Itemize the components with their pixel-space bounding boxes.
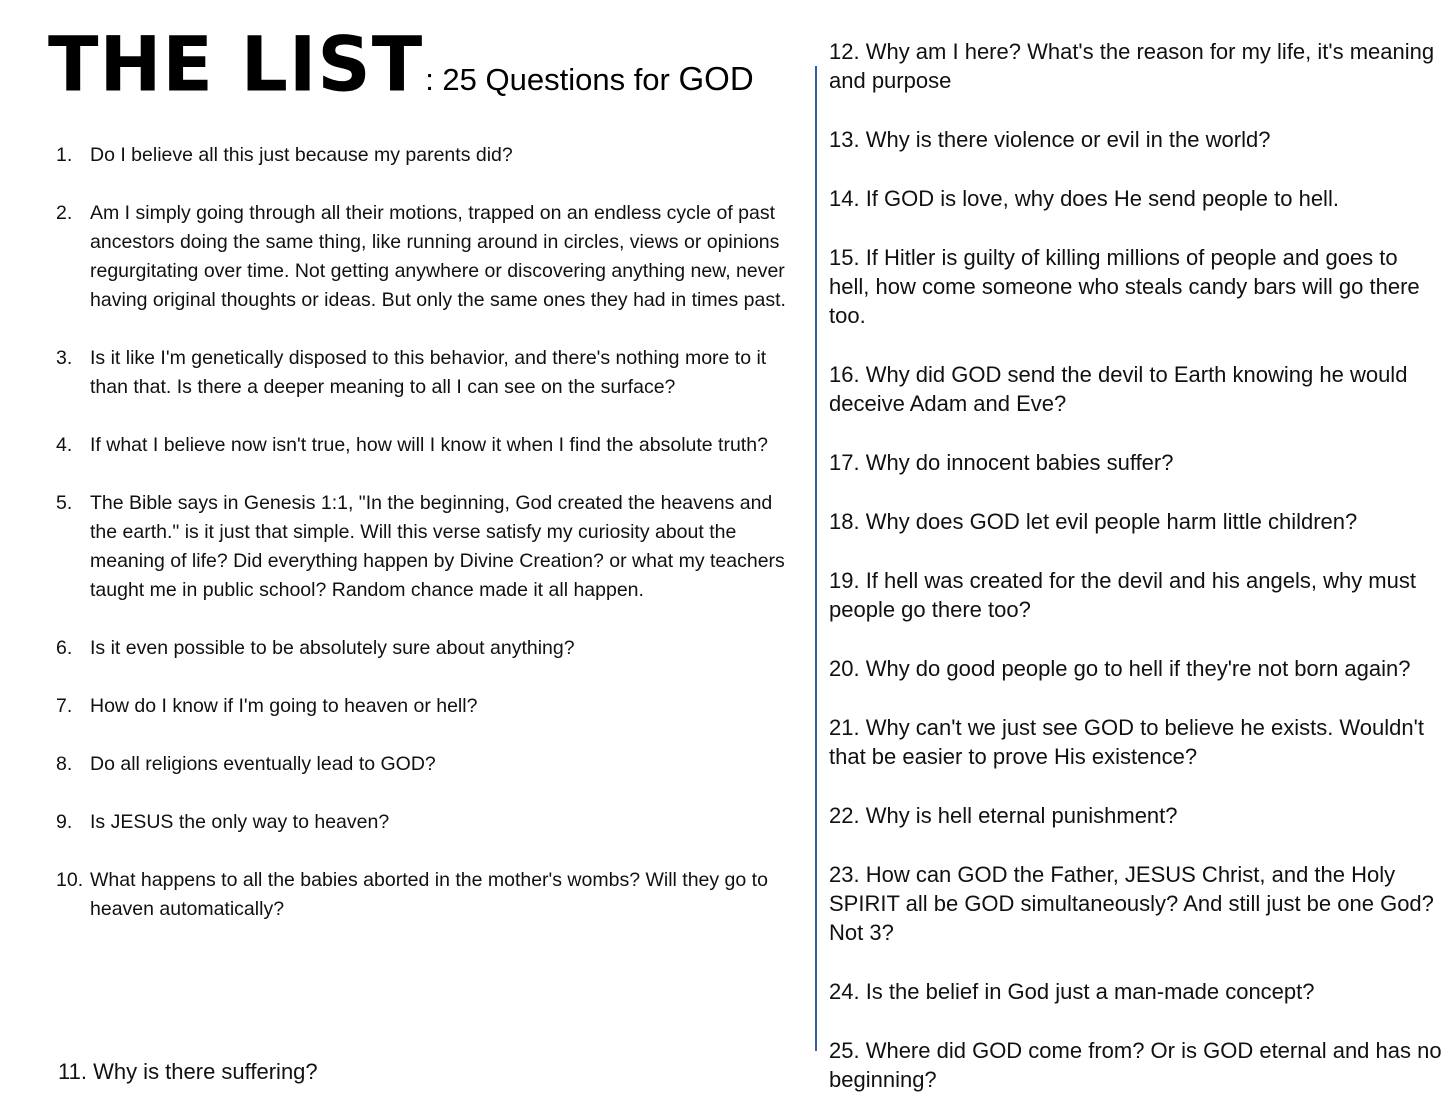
list-item (56, 141, 786, 170)
item-text: How do I know if I'm going to heaven or hell? (90, 695, 478, 717)
right-question-list (829, 37, 1444, 1094)
list-item (56, 808, 786, 837)
spacer (829, 683, 1444, 713)
item-number: 4. (56, 434, 73, 456)
list-item: 22. Why is hell eternal punishment? (829, 803, 1178, 828)
list-item: 12. Why am I here? What's the reason for my life, it's meaning and purpose (829, 39, 1435, 93)
spacer (829, 536, 1444, 566)
column-divider (815, 66, 817, 1051)
spacer (829, 771, 1444, 801)
item-number: 10. (56, 869, 84, 891)
item-number: 7. (56, 695, 73, 717)
list-item: 21. Why can't we just see GOD to believe he exists. Wouldn't that be easier to prove His existence? (829, 715, 1424, 769)
list-item (56, 344, 786, 402)
list-item: 17. Why do innocent babies suffer? (829, 450, 1174, 475)
list-item: 20. Why do good people go to hell if they're not born again? (829, 656, 1411, 681)
list-item: 19. If hell was created for the devil and his angels, why must people go there too? (829, 568, 1416, 622)
list-item (56, 431, 786, 460)
list-item: 16. Why did GOD send the devil to Earth knowing he would deceive Adam and Eve? (829, 362, 1408, 416)
item-text: If what I believe now isn't true, how will I know it when I find the absolute truth? (90, 434, 768, 456)
list-item (56, 634, 786, 663)
spacer (829, 154, 1444, 184)
question-11: 11. Why is there suffering? (58, 1059, 318, 1084)
left-question-list (56, 141, 786, 924)
subtitle-prefix: : 25 Questions for (425, 62, 679, 97)
spacer (829, 947, 1444, 977)
list-item (56, 750, 786, 779)
item-text: The Bible says in Genesis 1:1, "In the beginning, God created the heavens and the earth." is it just that simple. Will this verse satisfy my curiosity about the meaning of life? Did everything happen by Divine Creation? or what my teachers taught me in public school? Random chance made it all happen. (90, 492, 785, 601)
item-number: 2. (56, 202, 73, 224)
item-number: 5. (56, 492, 73, 514)
spacer (829, 418, 1444, 448)
page-title (48, 21, 754, 109)
item-number: 8. (56, 753, 73, 775)
title-subtitle (425, 62, 753, 97)
title-main: THE LIST (48, 21, 424, 109)
spacer (829, 95, 1444, 125)
item-number: 3. (56, 347, 73, 369)
spacer (829, 213, 1444, 243)
spacer (829, 1006, 1444, 1036)
list-item: 15. If Hitler is guilty of killing millions of people and goes to hell, how come someone who steals candy bars will go there too. (829, 245, 1420, 328)
spacer (829, 330, 1444, 360)
list-item: 13. Why is there violence or evil in the world? (829, 127, 1271, 152)
spacer (829, 830, 1444, 860)
item-number: 1. (56, 144, 73, 166)
list-item (56, 489, 786, 605)
spacer (829, 477, 1444, 507)
item-text: Am I simply going through all their motions, trapped on an endless cycle of past ancestors doing the same thing, like running around in circles, views or opinions regurgitating over time. Not getting anywhere or discovering anything new, never having original thoughts or ideas. But only the same ones they had in times past. (90, 202, 786, 311)
item-text: Is it like I'm genetically disposed to this behavior, and there's nothing more to it than that. Is there a deeper meaning to all I can see on the surface? (90, 347, 767, 398)
list-item (56, 866, 786, 924)
list-item: 23. How can GOD the Father, JESUS Christ, and the Holy SPIRIT all be GOD simultaneously? And still just be one God? Not 3? (829, 862, 1434, 945)
list-item: 25. Where did GOD come from? Or is GOD eternal and has no beginning? (829, 1038, 1442, 1092)
list-item: 14. If GOD is love, why does He send people to hell. (829, 186, 1339, 211)
subtitle-god: GOD (678, 60, 754, 97)
item-text: Is JESUS the only way to heaven? (90, 811, 390, 833)
list-item (56, 692, 786, 721)
item-text: What happens to all the babies aborted in the mother's wombs? Will they go to heaven automatically? (90, 869, 768, 920)
spacer (829, 624, 1444, 654)
list-item: 24. Is the belief in God just a man-made concept? (829, 979, 1315, 1004)
item-text: Do all religions eventually lead to GOD? (90, 753, 436, 775)
item-number: 6. (56, 637, 73, 659)
item-text: Is it even possible to be absolutely sure about anything? (90, 637, 575, 659)
list-item: 18. Why does GOD let evil people harm little children? (829, 509, 1358, 534)
list-item (56, 199, 786, 315)
item-text: Do I believe all this just because my parents did? (90, 144, 513, 166)
item-number: 9. (56, 811, 73, 833)
